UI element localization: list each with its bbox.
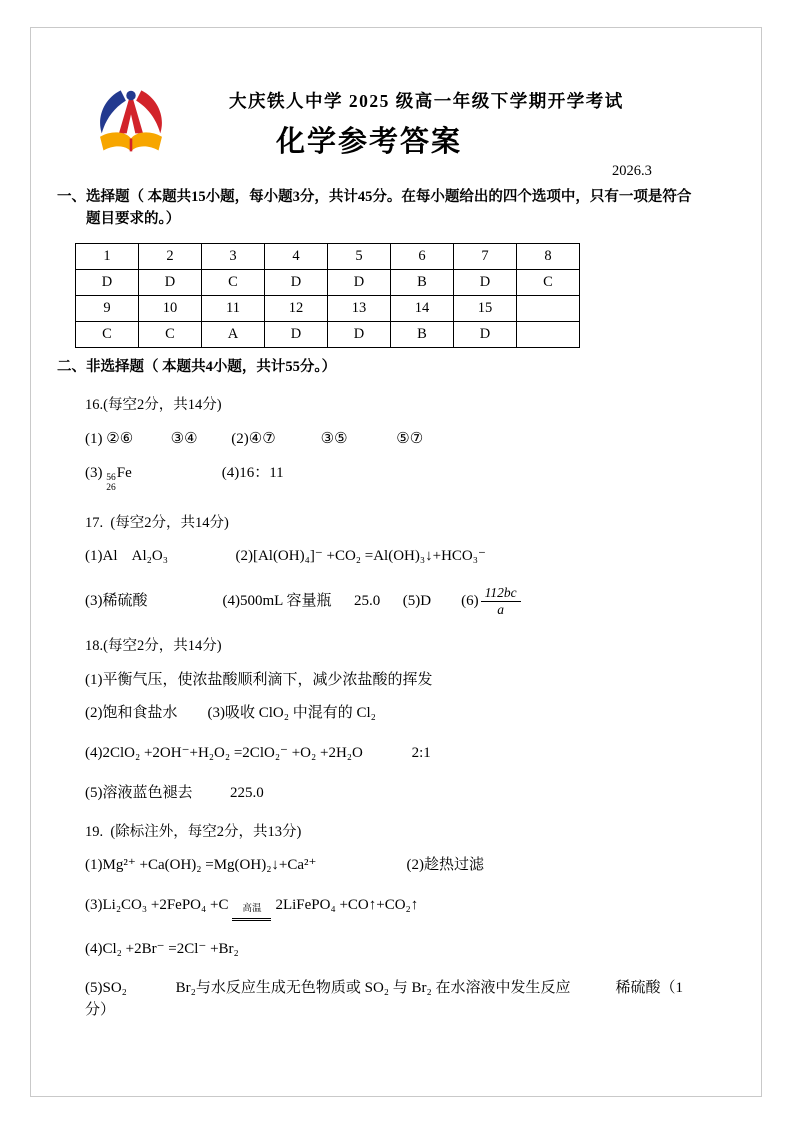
q18-answer-line-2: (2)饱和食盐水 (3)吸收 ClO₂ 中混有的 Cl₂ <box>85 705 376 722</box>
q17-answer-line-1: (1)Al Al₂O₃ (2)[Al(OH)₄]⁻ +CO₂ =Al(OH)₃↓+HCO₃⁻ <box>85 548 486 565</box>
answer-cell: D <box>76 269 139 295</box>
reaction-condition-over-equals <box>232 904 271 921</box>
table-row <box>76 269 580 295</box>
table-row <box>76 243 580 269</box>
section-choice-heading: 一、选择题（ 本题共15小题，每小题3分，共计45分。在每小题给出的四个选项中，只有一项是符合题目要求的。） <box>57 189 692 228</box>
q18-answer-line-1: (1)平衡气压，使浓盐酸顺利滴下，减少浓盐酸的挥发 <box>85 671 433 688</box>
q19-answer-line-3: (4)Cl₂ +2Br⁻ =2Cl⁻ +Br₂ <box>85 940 239 957</box>
answer-cell: 3 <box>202 243 265 269</box>
q16-header: 16.(每空2分，共14分) <box>85 397 222 414</box>
answer-cell: B <box>391 321 454 347</box>
answer-cell: 7 <box>454 243 517 269</box>
isotope-symbol: Fe <box>116 464 132 481</box>
question-16 <box>57 394 705 493</box>
answer-cell: 10 <box>139 295 202 321</box>
answer-table <box>75 243 580 348</box>
answer-cell: 4 <box>265 243 328 269</box>
q18-answer-line-3: (4)2ClO₂ +2OH⁻+H₂O₂ =2ClO₂⁻ +O₂ +2H₂O 2:1 <box>85 745 431 762</box>
question-17 <box>57 512 705 618</box>
answer-cell: 14 <box>391 295 454 321</box>
q17-header: 17. (每空2分，共14分) <box>85 514 229 531</box>
answer-cell: 8 <box>517 243 580 269</box>
answer-cell: 12 <box>265 295 328 321</box>
q19-header: 19. (除标注外，每空2分，共13分) <box>85 823 302 840</box>
q16-line2-rest: (4)16：11 <box>131 464 284 481</box>
isotope-mass-number: 56 <box>106 472 116 483</box>
answer-cell: C <box>139 321 202 347</box>
q19-line2-products: 2LiFePO₄ +CO↑+CO₂↑ <box>275 896 419 913</box>
q17-line2-text: (3)稀硫酸 (4)500mL 容量瓶 25.0 (5)D (6) <box>85 592 479 609</box>
answer-cell: D <box>139 269 202 295</box>
document-body <box>57 186 705 1022</box>
answer-cell: D <box>265 321 328 347</box>
answer-cell: 5 <box>328 243 391 269</box>
fraction-denominator: a <box>497 601 504 617</box>
school-logo-icon <box>88 80 174 166</box>
answer-cell: D <box>265 269 328 295</box>
fraction <box>481 586 521 617</box>
answer-cell <box>517 295 580 321</box>
answer-cell: 15 <box>454 295 517 321</box>
answer-cell: B <box>391 269 454 295</box>
answer-cell: 6 <box>391 243 454 269</box>
answer-cell: 11 <box>202 295 265 321</box>
exam-title: 大庆铁人中学 2025 级高一年级下学期开学考试 <box>229 91 624 111</box>
school-logo-svg <box>88 80 174 166</box>
q19-line2-reactants: (3)Li₂CO₃ +2FePO₄ +C <box>85 896 229 913</box>
answer-cell: D <box>454 269 517 295</box>
isotope-atomic-number: 26 <box>106 482 116 493</box>
answer-cell: C <box>76 321 139 347</box>
question-19 <box>57 821 705 1022</box>
table-row <box>76 321 580 347</box>
answer-cell: A <box>202 321 265 347</box>
q16-answer-line-2 <box>85 463 705 494</box>
isotope-notation <box>106 474 116 494</box>
answers-title: 化学参考答案 <box>276 126 463 158</box>
answer-cell: D <box>328 321 391 347</box>
answer-cell: C <box>517 269 580 295</box>
answer-cell: D <box>328 269 391 295</box>
q16-answer-line-1: (1) ②⑥ ③④ (2)④⑦ ③⑤ ⑤⑦ <box>85 430 424 447</box>
question-18 <box>57 635 705 804</box>
answer-cell: 1 <box>76 243 139 269</box>
answer-cell: D <box>454 321 517 347</box>
q18-answer-line-4: (5)溶液蓝色褪去 225.0 <box>85 784 264 801</box>
q18-header: 18.(每空2分，共14分) <box>85 638 222 655</box>
q17-answer-line-2 <box>85 586 705 617</box>
table-row <box>76 295 580 321</box>
exam-date: 2026.3 <box>612 163 652 179</box>
q19-answer-line-4: (5)SO₂ Br₂与水反应生成无色物质或 SO₂ 与 Br₂ 在水溶液中发生反应 稀硫酸（1分） <box>85 980 684 1019</box>
answer-cell <box>517 321 580 347</box>
answer-cell: C <box>202 269 265 295</box>
q19-answer-line-1: (1)Mg²⁺ +Ca(OH)₂ =Mg(OH)₂↓+Ca²⁺ (2)趁热过滤 <box>85 857 484 874</box>
q16-line2-prefix: (3) <box>85 464 107 481</box>
answer-cell: 13 <box>328 295 391 321</box>
fraction-numerator: 112bc <box>481 586 521 602</box>
answer-cell: 2 <box>139 243 202 269</box>
answer-cell: 9 <box>76 295 139 321</box>
reaction-condition-label: 高温 <box>232 904 271 921</box>
q19-answer-line-2 <box>85 895 705 921</box>
section-noncho-heading: 二、非选择题（ 本题共4小题，共计55分。） <box>57 358 337 375</box>
